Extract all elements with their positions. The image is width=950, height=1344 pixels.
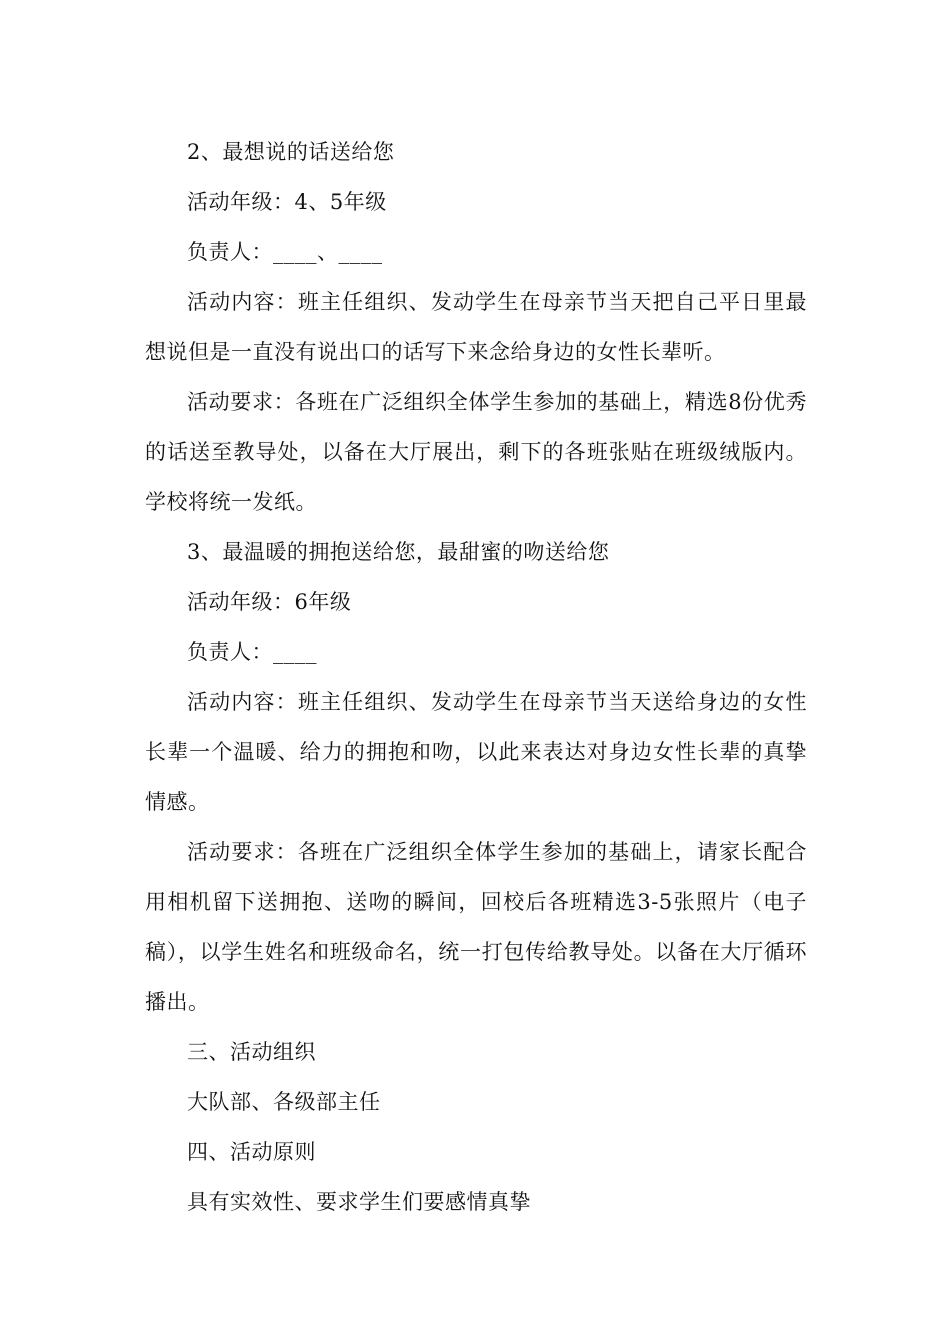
- activity-3-content: 活动内容：班主任组织、发动学生在母亲节当天送给身边的女性长辈一个温暖、给力的拥抱和吻，以此来表达对身边女性长辈的真挚情感。: [145, 690, 807, 814]
- activity-3-responsible: 负责人：____: [187, 640, 317, 664]
- activity-3-grade: 活动年级：6年级: [187, 590, 352, 614]
- activity-3-requirements: 活动要求：各班在广泛组织全体学生参加的基础上，请家长配合用相机留下送拥抱、送吻的瞬间，回校后各班精选3-5张照片（电子稿），以学生姓名和班级命名，统一打包传给教导处。以备在大厅循环播出。: [145, 840, 807, 1014]
- document-body: [145, 127, 807, 1227]
- activity-2-content: 活动内容：班主任组织、发动学生在母亲节当天把自己平日里最想说但是一直没有说出口的话写下来念给身边的女性长辈听。: [145, 290, 807, 364]
- activity-2-grade: 活动年级：4、5年级: [187, 190, 387, 214]
- heading-activity-2: 2、最想说的话送给您: [187, 140, 395, 164]
- organization-text: 大队部、各级部主任: [187, 1090, 381, 1114]
- heading-organization: 三、活动组织: [187, 1040, 316, 1064]
- principles-text: 具有实效性、要求学生们要感情真挚: [187, 1190, 531, 1214]
- heading-principles: 四、活动原则: [187, 1140, 316, 1164]
- activity-2-requirements: 活动要求：各班在广泛组织全体学生参加的基础上，精选8份优秀的话送至教导处，以备在大厅展出，剩下的各班张贴在班级绒版内。学校将统一发纸。: [145, 390, 807, 514]
- activity-2-responsible: 负责人：____、____: [187, 240, 383, 264]
- heading-activity-3: 3、最温暖的拥抱送给您，最甜蜜的吻送给您: [187, 540, 610, 564]
